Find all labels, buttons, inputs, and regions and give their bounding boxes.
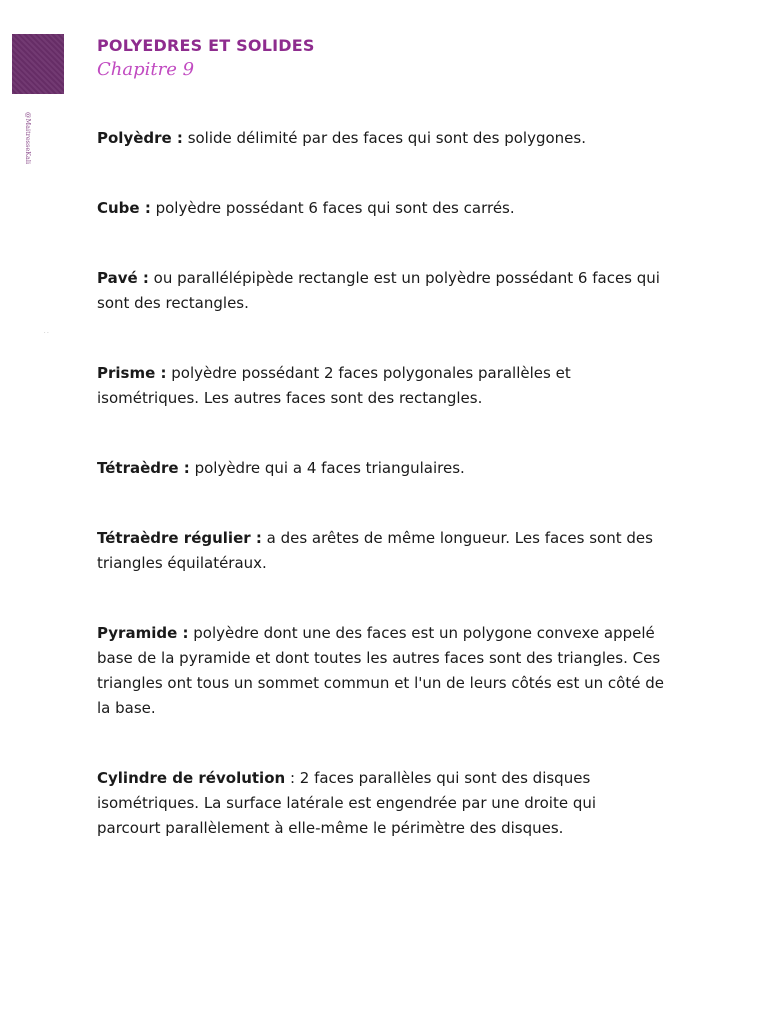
definition-cube [97,196,687,221]
definition-tetraedre [97,456,687,481]
page-title: POLYEDRES ET SOLIDES [97,36,315,55]
definition-text: a des arêtes de même longueur. Les faces sont des triangles équilatéraux. [97,529,653,572]
definition-text: ou parallélépipède rectangle est un polyèdre possédant 6 faces qui sont des rectangles. [97,269,660,312]
definition-cylindre [97,766,657,841]
definition-prisme [97,361,627,411]
definition-tetraedre-regulier [97,526,687,576]
definition-text: polyèdre possédant 6 faces qui sont des carrés. [150,199,515,217]
definition-text: solide délimité par des faces qui sont des polygones. [182,129,586,147]
definition-term: Tétraèdre régulier : [97,529,262,547]
definition-term: Pyramide : [97,624,189,642]
definition-term: Polyèdre : [97,129,183,147]
definition-term: Cylindre de révolution [97,769,286,787]
definition-polyedre [97,126,687,151]
chapter-subtitle: Chapitre 9 [97,59,195,80]
definition-pyramide [97,621,667,721]
side-credit: @MaitresseKali [24,112,32,165]
definition-term: Cube : [97,199,151,217]
definition-text: polyèdre dont une des faces est un polygone convexe appelé base de la pyramide et dont toutes les autres faces sont des triangles. Ces triangles ont tous un sommet commun et l'un de leurs côtés est un côté de la base. [97,624,664,717]
side-mark: · · [44,330,49,336]
definition-term: Pavé : [97,269,149,287]
definition-term: Tétraèdre : [97,459,190,477]
header-color-block [12,34,64,94]
definition-term: Prisme : [97,364,167,382]
definition-text: : 2 faces parallèles qui sont des disques isométriques. La surface latérale est engendrée par une droite qui parcourt parallèlement à elle-même le périmètre des disques. [97,769,597,837]
definition-text: polyèdre qui a 4 faces triangulaires. [189,459,465,477]
definition-text: polyèdre possédant 2 faces polygonales parallèles et isométriques. Les autres faces sont des rectangles. [97,364,571,407]
definition-pave [97,266,687,316]
